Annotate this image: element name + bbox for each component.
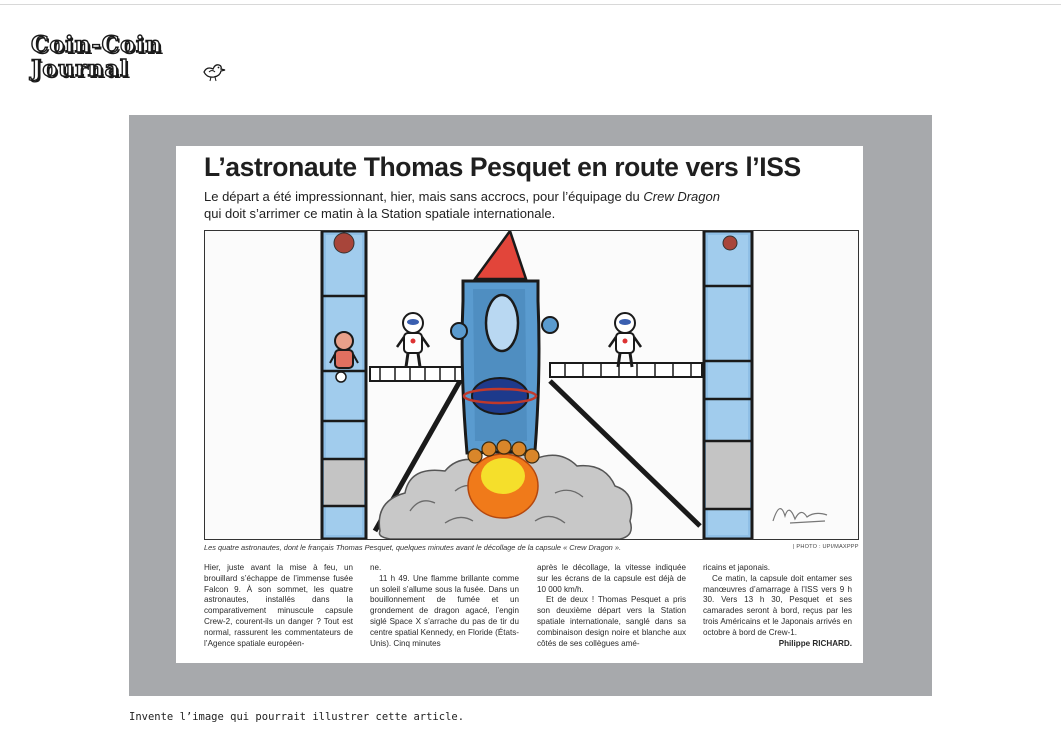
column-2-text-b: 11 h 49. Une flamme brillante comme un soleil s’allume sous la fusée. Dans un bouillonnement de fumée et un grondement de dragon agacé, l’engin siglé Space X s’arrache du pas de tir du centre spatial Kennedy, en Floride (États-Unis). Cinq minutes xyxy=(370,573,519,648)
column-1-text: Hier, juste avant la mise à feu, un brouillard s’échappe de l’immense fusée Falcon 9. À son sommet, les quatre astronautes, installés dans la comparativement minuscule capsule Crew-2, courent-ils un danger ? Tout est normal, rassurent les commentateurs de l’Agence spatiale européen- xyxy=(204,563,353,648)
right-walkway xyxy=(550,363,702,377)
column-2-text-a: ne. xyxy=(370,563,382,572)
child-drawing-illustration xyxy=(204,230,859,540)
artist-signature xyxy=(773,509,827,523)
article-author: Philippe RICHARD. xyxy=(778,638,852,648)
column-3-text-b: Et de deux ! Thomas Pesquet a pris son deuxième départ vers la Station spatiale internationale, sanglé dans sa combinaison design noire et blanche aux côtés de ses collègues amé- xyxy=(537,595,686,648)
column-4-text-b: Ce matin, la capsule doit entamer ses manœuvres d’amarrage à l’ISS vers 9 h 30. Vers 13 h 30, Pesquet et ses camarades seront à bord, reçus par les trois Américains et le Japonais arrivés en octobre à bord de Crew-1. xyxy=(703,573,852,637)
column-4-text-a: ricains et japonais. xyxy=(703,563,771,572)
exercise-instruction: Invente l’image qui pourrait illustrer cette article. xyxy=(129,711,465,723)
top-rule xyxy=(0,4,1061,5)
left-tower xyxy=(322,231,366,539)
photo-credit: | PHOTO : UPI/MAXPPP xyxy=(793,544,859,550)
coin-coin-journal-logo xyxy=(31,33,231,85)
right-tower xyxy=(704,231,752,539)
article-column-3 xyxy=(537,563,686,649)
rocket xyxy=(451,231,558,453)
astronaut-right-walkway xyxy=(609,313,641,367)
column-3-text-a: après le décollage, la vitesse indiquée sur les écrans de la capsule est déjà de 10 000 km/h. xyxy=(537,563,686,594)
article-column-4 xyxy=(703,563,852,649)
logo-line-2: Journal xyxy=(31,56,130,82)
rocket-flame xyxy=(468,440,539,518)
article-column-1 xyxy=(204,563,353,649)
article-headline: L’astronaute Thomas Pesquet en route vers l’ISS xyxy=(204,152,801,182)
duck-icon xyxy=(201,60,227,82)
article-standfirst xyxy=(204,188,824,222)
astronaut-left-walkway xyxy=(397,313,429,367)
article-column-2 xyxy=(370,563,519,649)
photo-caption: Les quatre astronautes, dont le français Thomas Pesquet, quelques minutes avant le décollage de la capsule « Crew Dragon ». xyxy=(204,543,622,552)
standfirst-italic: Crew Dragon xyxy=(643,189,720,204)
left-walkway xyxy=(370,367,468,381)
logo-line-1: Coin-Coin xyxy=(31,32,163,58)
standfirst-text-2: qui doit s’arrimer ce matin à la Station spatiale internationale. xyxy=(204,206,556,221)
standfirst-text-1: Le départ a été impressionnant, hier, mais sans accrocs, pour l’équipage du xyxy=(204,189,644,204)
